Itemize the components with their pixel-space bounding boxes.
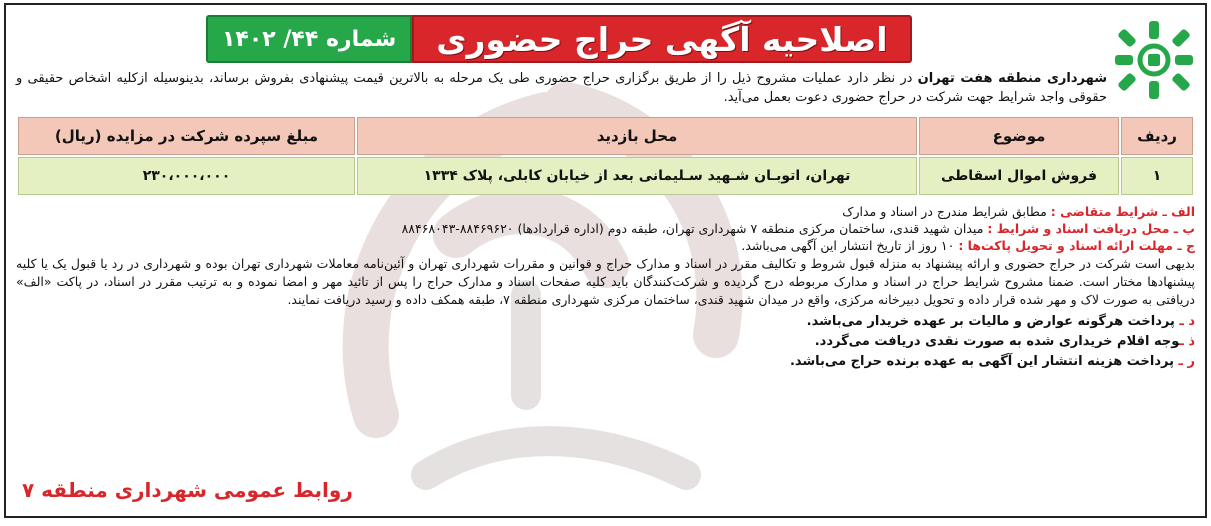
cell-deposit-amount: ۲۳۰،۰۰۰،۰۰۰: [18, 157, 355, 195]
note-taxes: د ـ پرداخت هرگونه عوارض و مالیات بر عهده خریدار می‌باشد.: [806, 314, 1195, 329]
cell-visit-location: تهران، اتوبـان شـهید سـلیمانی بعد از خیابان کابلی، پلاک ۱۳۳۴: [357, 157, 917, 195]
conditions-list: [16, 203, 1195, 254]
cell-subject: فروش اموال اسقاطی: [919, 157, 1119, 195]
note-publication-cost: ر ـ پرداخت هزینه انتشار این آگهی به عهده برنده حراج می‌باشد.: [789, 354, 1195, 369]
header-deposit-amount: مبلغ سپرده شرکت در مزایده (ریال): [18, 117, 355, 155]
title-banner: [206, 15, 912, 63]
auction-table: [16, 115, 1195, 197]
notice-number: شماره ۴۴/ ۱۴۰۲: [206, 15, 412, 63]
advertisement-page: [4, 3, 1207, 518]
terms-paragraph: بدیهی است شرکت در حراج حضوری و ارائه پیشنهاد به منزله قبول شروط و تکالیف مقرر در اسناد و مدارک حراج و قوانین و مقررات شهرداری تهران و آئین‌نامه معاملات شهرداری تهران بوده و شهرداری در رد یا قبول یک یا کلیه پیشنهادها مختار است. ضمنا مشروح شرایط حراج در اسناد و مدارک مربوطه درج گردیده و شرکت‌کنندگان باید کلیه صفحات اسناد و مدارک حراج را پس از تائید مهر و امضا نموده و به ترتیب مقرر در اسناد، در پاکت «الف» دریافتی به صورت لاک و مهر شده قرار داده و تحویل دبیرخانه مرکزی، واقع در میدان شهید قندی، ساختمان مرکزی شهرداری منطقه ۷، طبقه همکف داده و رسید دریافت نمایند.: [16, 256, 1195, 307]
condition-deadline: ج ـ مهلت ارائه اسناد و تحویل پاکت‌ها : ۱۰ روز از تاریخ انتشار این آگهی می‌باشد.: [741, 238, 1195, 253]
table-header-row: [18, 117, 1193, 155]
cell-row-number: ۱: [1121, 157, 1193, 195]
notes-list: [16, 312, 1195, 372]
table-row: [18, 157, 1193, 195]
intro-org: شهرداری منطقه هفت تهران: [917, 71, 1107, 86]
intro-paragraph: [16, 69, 1107, 107]
note-payment: ذ ـوجه اقلام خریداری شده به صورت نقدی دریافت می‌گردد.: [814, 334, 1195, 349]
intro-text: در نظر دارد عملیات مشروح ذیل را از طریق برگزاری حراج حضوری طی یک مرحله به بالاترین قیمت پیشنهادی بفروش برساند، بدینوسیله ازکلیه اشخاص حقیقی و حقوقی واجد شرایط جهت شرکت در حراج حضوری دعوت بعمل می‌آید.: [16, 71, 1107, 105]
footer-signature: روابط عمومی شهرداری منطقه ۷: [22, 478, 353, 502]
notice-title: اصلاحیه آگهی حراج حضوری: [412, 15, 911, 63]
notice-content: [16, 69, 1195, 372]
header-row-number: ردیف: [1121, 117, 1193, 155]
header-visit-location: محل بازدید: [357, 117, 917, 155]
condition-documents-location: ب ـ محل دریافت اسناد و شرایط : میدان شهید قندی، ساختمان مرکزی منطقه ۷ شهرداری تهران، طبقه دوم (اداره قراردادها) ۸۸۴۶۹۶۲۰-۸۸۴۶۸۰۴۳: [401, 221, 1195, 236]
condition-applicant: الف ـ شرایط متقاضی : مطابق شرایط مندرج در اسناد و مدارک: [842, 204, 1195, 219]
header-subject: موضوع: [919, 117, 1119, 155]
